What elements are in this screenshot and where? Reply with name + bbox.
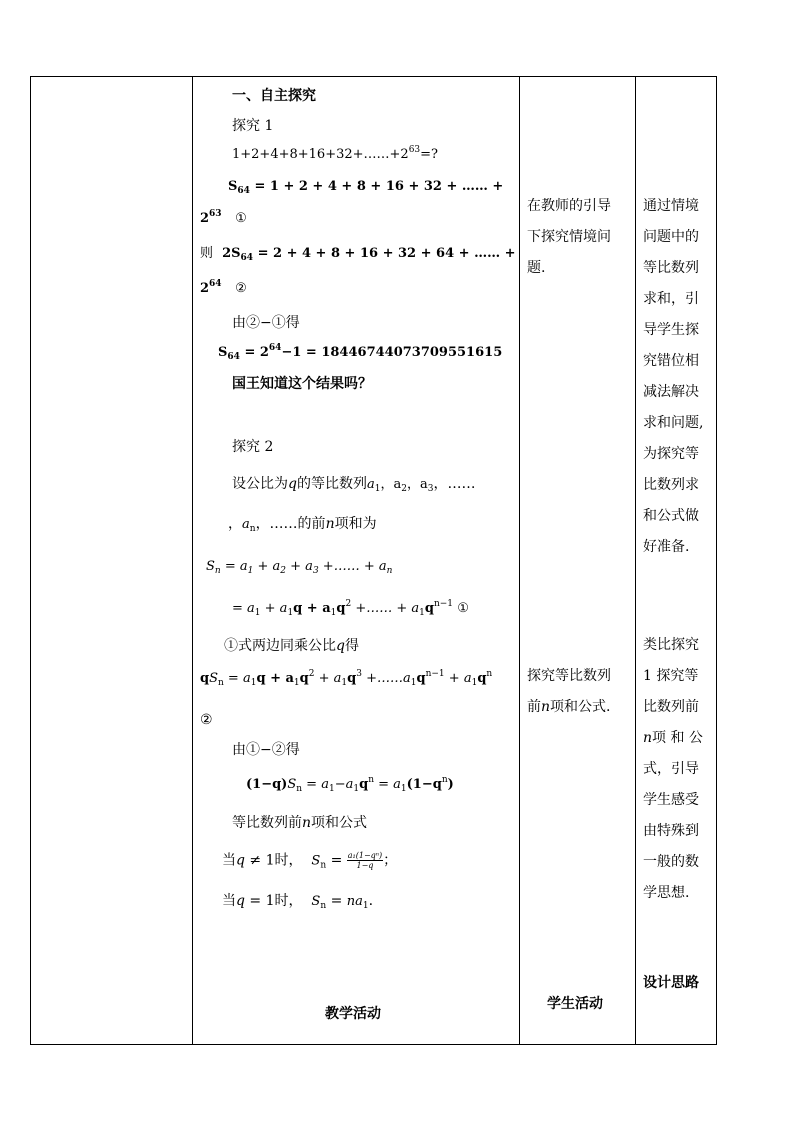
case-q-eq-1: 当q = 1时， $S_n = na_1$. [222,893,374,911]
design-block-1: 通过情境 问题中的 等比数列 求和，引 导学生探 究错位相 减法解决 求和问题, 为探究等 比数列求 和公式做 好准备. [643,198,704,555]
explore2-setup-cont: ，$a_n$，……的前n项和为 [228,516,377,534]
student-activity-label: 学生活动 [547,996,603,1012]
equation-1: $S_{64} = 1 + 2 + 4 + 8 + 16 + 32$ + …… + [228,179,504,196]
design-block-2: 类比探究 1 探究等 比数列前 n项 和 公 式，引导 学生感受 由特殊到 一般的数 学思想. [643,637,703,901]
sum-fraction: $\frac{\text{a₁(1−qⁿ)}}{1-q}$ [347,851,383,870]
student-block-1: 在教师的引导 下探究情境问 题. [527,198,611,276]
equation-1-cont: $2^{63}$ ① [200,209,247,226]
q-sn-mark: ② [200,712,213,728]
king-question: 国王知道这个结果吗？ [232,376,372,392]
sn-equation: $S_n = a_1 + a_2 + a_3$ +…… + $a_n$ [206,559,393,576]
q-sn-equation: $qS_n = a_1q + a_1q^2 + a_1q^3$ $+\dots\dots a_1q^{n-1} + a_1q^n$ [200,669,493,688]
explore1-question: $1+2+4+8+16+32+\dots\dots+2^{63}=$? [232,145,439,162]
section-heading: 一、自主探究 [232,88,316,104]
equation-2: 则 $2S_{64} = 2 + 4 + 8 + 16 + 32 + 64$ + …… + [200,246,516,263]
student-activity-cell [519,77,635,1044]
design-label: 设计思路 [643,975,699,991]
explore2-label: 探究 2 [232,439,274,455]
explore1-label: 探究 1 [232,118,274,134]
formula-title: 等比数列前n项和公式 [232,815,368,831]
explore2-setup: 设公比为q的等比数列$a_1$，$a_2$，$a_3$，…… [232,476,476,494]
multiply-text: ①式两边同乘公比q得 [224,638,359,654]
equation-2-cont: $2^{64}$ ② [200,279,247,296]
case-q-not-1: 当q ≠ 1时， $S_n$ = $\frac{\text{a₁(1−qⁿ)}}{1-q}$ ； [222,851,398,871]
sn-expansion: = $a_1 + a_1q + a_1q^2$ +…… + $a_1q^{n-1}$ ① [232,599,469,618]
result-equation: $S_{64} = 2^{64}-1 = 18446744073709551615$ [218,343,503,362]
design-cell [635,77,718,1044]
difference-equation: $(1-q)S_n = a_1-a_1q^n = a_1(1-q^n)$ [246,775,454,794]
teaching-activity-label: 教学活动 [325,1006,381,1022]
derive2-text: 由①−②得 [232,742,300,758]
derive-text: 由②−①得 [232,315,300,331]
student-block-2: 探究等比数列 前n项和公式. [527,668,611,715]
lesson-table [30,76,717,1045]
teaching-activity-cell [192,77,519,1044]
